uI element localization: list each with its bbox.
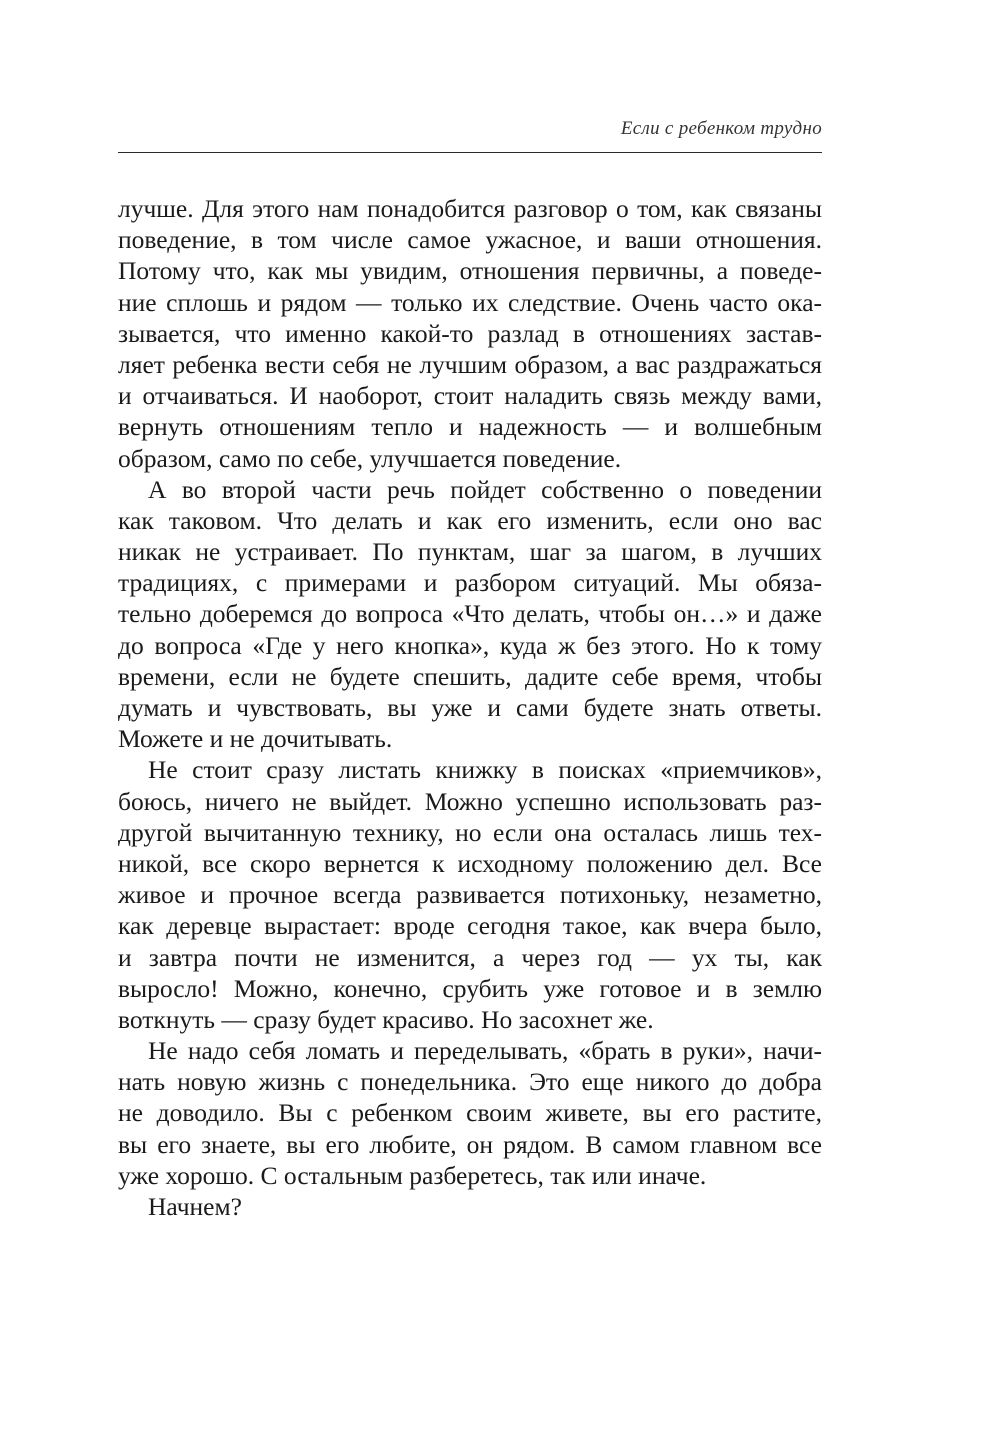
paragraph-1-line-6: ляет ребенка вести себя не лучшим образом, а вас раздражаться xyxy=(118,349,822,379)
paragraph-3-line-7: и завтра почти не изменится, а через год — ух ты, как xyxy=(118,942,822,972)
paragraph-4-line-4: вы его знаете, вы его любите, он рядом. В самом главном все xyxy=(118,1129,822,1159)
paragraph-1-line-4: ние сплошь и рядом — только их следствие. Очень часто ока- xyxy=(118,287,822,317)
paragraph-5-line-1: Начнем? xyxy=(148,1192,242,1221)
paragraph-2-line-3: никак не устраивает. По пунктам, шаг за шагом, в лучших xyxy=(118,537,822,567)
paragraph-3-line-8: выросло! Можно, конечно, срубить уже готовое и в землю xyxy=(118,973,822,1003)
paragraph-2-line-5: тельно доберемся до вопроса «Что делать, чтобы он…» и даже xyxy=(118,599,822,629)
paragraph-3-line-2: боюсь, ничего не выйдет. Можно успешно использовать раз- xyxy=(118,786,822,816)
paragraph-1-line-9: образом, само по себе, улучшается поведение. xyxy=(118,443,622,473)
paragraph-2-line-6: до вопроса «Где у него кнопка», куда ж без этого. Но к тому xyxy=(118,630,822,660)
paragraph-1-line-2: поведение, в том числе самое ужасное, и ваши отношения. xyxy=(118,225,822,255)
paragraph-1-line-8: вернуть отношениям тепло и надежность — и волшебным xyxy=(118,412,822,442)
body-text xyxy=(118,193,822,1222)
paragraph-3-line-5: живое и прочное всегда развивается потихоньку, незаметно, xyxy=(118,880,822,910)
paragraph-2-line-9: Можете и не дочитывать. xyxy=(118,724,393,754)
paragraph-3-line-3: другой вычитанную технику, но если она осталась лишь тех- xyxy=(118,817,822,847)
paragraph-3-line-4: никой, все скоро вернется к исходному положению дел. Все xyxy=(118,848,822,878)
paragraph-2-line-4: традициях, с примерами и разбором ситуаций. Мы обяза- xyxy=(118,568,822,598)
paragraph-3-line-9: воткнуть — сразу будет красиво. Но засохнет же. xyxy=(118,1004,654,1034)
paragraph-2-line-2: как таковом. Что делать и как его изменить, если оно вас xyxy=(118,505,822,535)
paragraph-2-line-8: думать и чувствовать, вы уже и сами будете знать ответы. xyxy=(118,693,822,722)
running-header: Если с ребенком трудно xyxy=(620,118,822,139)
paragraph-1-line-3: Потому что, как мы увидим, отношения первичны, а поведе- xyxy=(118,256,822,286)
paragraph-2-line-1: А во второй части речь пойдет собственно о поведении xyxy=(148,474,822,504)
paragraph-1-line-5: зывается, что именно какой-то разлад в отношениях застав- xyxy=(118,318,822,348)
paragraph-4-line-5: уже хорошо. С остальным разберетесь, так или иначе. xyxy=(118,1160,707,1190)
paragraph-4-line-1: Не надо себя ломать и переделывать, «брать в руки», начи- xyxy=(148,1036,822,1066)
paragraph-2-line-7: времени, если не будете спешить, дадите себе время, чтобы xyxy=(118,661,822,691)
paragraph-3-line-6: как деревце вырастает: вроде сегодня такое, как вчера было, xyxy=(118,911,822,941)
header-rule xyxy=(118,152,822,153)
paragraph-4-line-2: нать новую жизнь с понедельника. Это еще никого до добра xyxy=(118,1067,822,1097)
paragraph-1-line-1: лучше. Для этого нам понадобится разговор о том, как связаны xyxy=(118,194,822,223)
paragraph-4-line-3: не доводило. Вы с ребенком своим живете, вы его растите, xyxy=(118,1098,822,1128)
paragraph-3-line-1: Не стоит сразу листать книжку в поисках «приемчиков», xyxy=(148,755,822,785)
paragraph-1-line-7: и отчаиваться. И наоборот, стоит наладить связь между вами, xyxy=(118,381,822,411)
